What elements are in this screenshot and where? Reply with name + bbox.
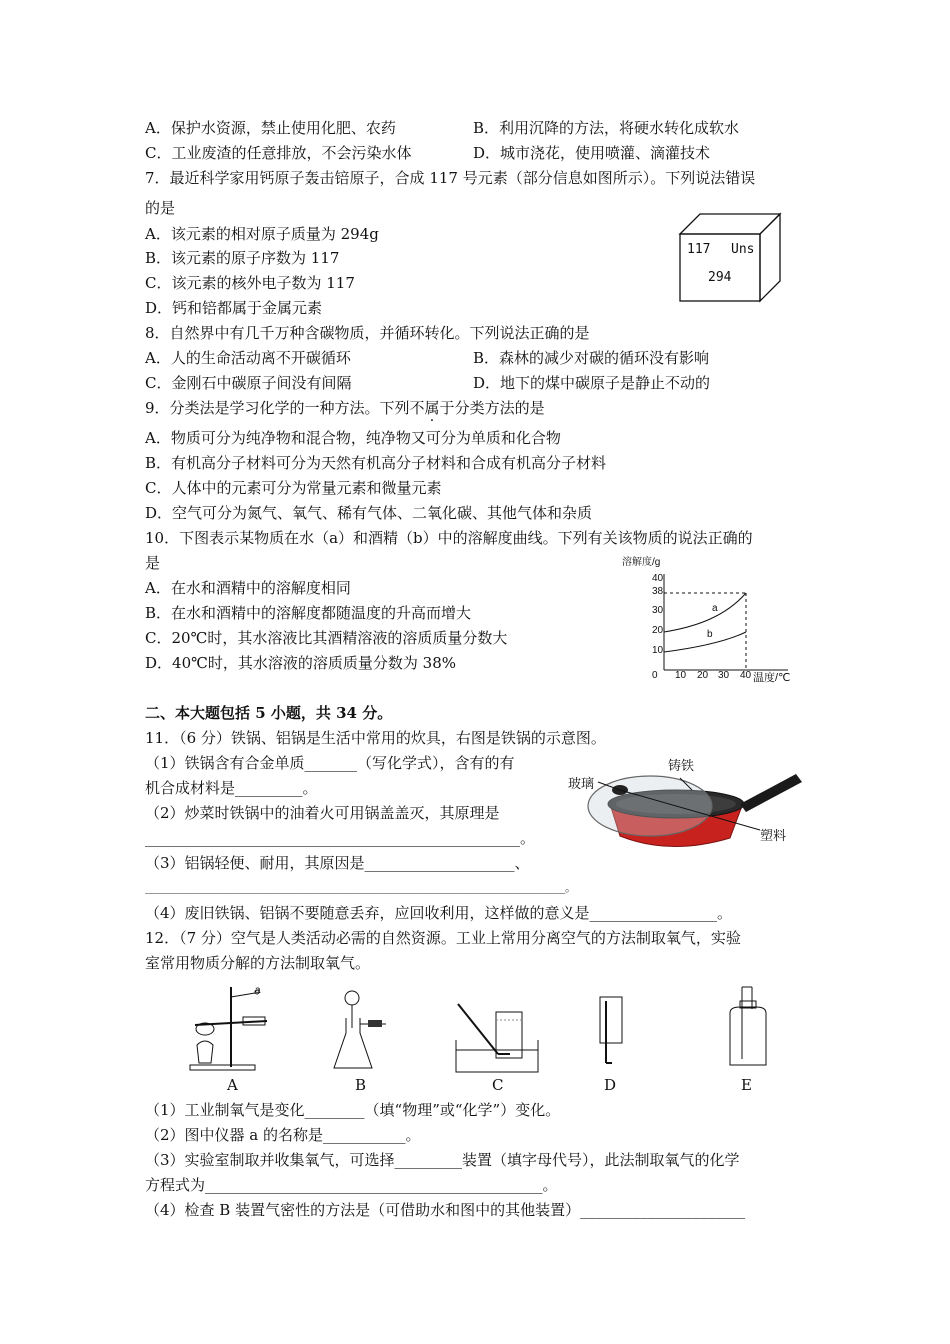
- graph-x-tick-20: 20: [697, 670, 709, 681]
- solubility-graph: [620, 552, 805, 687]
- q6-option-a: A．保护水资源，禁止使用化肥、农药: [145, 119, 396, 137]
- q10-stem: 10．下图表示某物质在水（a）和酒精（b）中的溶解度曲线。下列有关该物质的说法正确的: [145, 529, 753, 547]
- q12-part3: （3）实验室制取并收集氧气，可选择_________装置（填字母代号），此法制取氧气的化学: [145, 1151, 740, 1169]
- q11-stem: 11．（6 分）铁锅、铝锅是生活中常用的炊具，右图是铁锅的示意图。: [145, 729, 606, 747]
- q9-stem-emphasis: 不属于: [409, 399, 455, 417]
- q12-part2: （2）图中仪器 a 的名称是___________。: [145, 1126, 421, 1144]
- q8-option-d: D．地下的煤中碳原子是静止不动的: [473, 374, 711, 392]
- q12-stem: 12．（7 分）空气是人类活动必需的自然资源。工业上常用分离空气的方法制取氧气，实验: [145, 929, 741, 947]
- q10-option-a: A．在水和酒精中的溶解度相同: [145, 579, 351, 597]
- q11-part2-blank: __________________________________________________。: [145, 829, 536, 847]
- q7-option-d: D．钙和锫都属于金属元素: [145, 299, 323, 317]
- frying-pan-figure: [560, 760, 810, 860]
- q7-option-a: A．该元素的相对原子质量为 294g: [145, 225, 379, 243]
- q9-stem-part1: 9．分类法是学习化学的一种方法。下列: [145, 399, 410, 417]
- q12-stem-cont: 室常用物质分解的方法制取氧气。: [145, 954, 371, 972]
- q8-option-b: B．森林的减少对碳的循环没有影响: [473, 349, 710, 367]
- graph-y-label: 溶解度/g: [622, 557, 661, 568]
- q9-option-d: D．空气可分为氮气、氧气、稀有气体、二氧化碳、其他气体和杂质: [145, 504, 593, 522]
- graph-y-tick-38: 38: [652, 586, 664, 597]
- q9-stem: [145, 398, 545, 418]
- q11-part1: （1）铁锅含有合金单质_______（写化学式），含有的有: [145, 754, 515, 772]
- apparatus-e-figure: [722, 985, 772, 1073]
- apparatus-label-a: A: [227, 1076, 238, 1094]
- label-plastic: 塑料: [760, 828, 787, 843]
- q8-option-c: C．金刚石中碳原子间没有间隔: [145, 374, 352, 392]
- graph-y-tick-30: 30: [652, 605, 664, 616]
- element-mass: 294: [708, 270, 732, 285]
- q8-option-a: A．人的生命活动离不开碳循环: [145, 349, 351, 367]
- curve-b-label: b: [707, 629, 713, 640]
- graph-y-tick-20: 20: [652, 625, 664, 636]
- q7-option-b: B．该元素的原子序数为 117: [145, 249, 340, 267]
- q6-option-d: D．城市浇花，使用喷灌、滴灌技术: [473, 144, 711, 162]
- q11-part2: （2）炒菜时铁锅中的油着火可用锅盖盖灭，其原理是: [145, 804, 500, 822]
- q10-option-d: D．40℃时，其水溶液的溶质质量分数为 38%: [145, 654, 457, 672]
- graph-x-tick-0: 0: [652, 670, 658, 681]
- curve-a-label: a: [712, 603, 718, 614]
- apparatus-a-figure: [185, 985, 270, 1075]
- q11-part3-blank: ____________________________________________________________________________________。: [145, 881, 576, 894]
- graph-x-tick-40: 40: [740, 670, 752, 681]
- apparatus-a-marker: a: [255, 985, 261, 996]
- graph-y-tick-10: 10: [652, 645, 664, 656]
- q12-part1: （1）工业制氧气是变化________（填“物理”或“化学”）变化。: [145, 1101, 561, 1119]
- q11-part4: （4）废旧铁锅、铝锅不要随意丢弃，应回收利用，这样做的意义是_________________。: [145, 904, 733, 922]
- q10-option-b: B．在水和酒精中的溶解度都随温度的升高而增大: [145, 604, 472, 622]
- q8-stem: 8．自然界中有几千万种含碳物质，并循环转化。下列说法正确的是: [145, 324, 590, 342]
- apparatus-c-figure: [450, 1000, 542, 1076]
- label-cast-iron: 铸铁: [668, 758, 695, 773]
- graph-y-tick-40: 40: [652, 573, 664, 584]
- apparatus-label-c: C: [492, 1076, 504, 1094]
- q9-stem-part3: 分类方法的是: [454, 399, 545, 417]
- q12-part4: （4）检查 B 装置气密性的方法是（可借助水和图中的其他装置）______________________: [145, 1201, 746, 1219]
- q7-stem: 7．最近科学家用钙原子轰击锫原子，合成 117 号元素（部分信息如图所示）。下列说法错误: [145, 169, 756, 187]
- apparatus-label-e: E: [741, 1076, 752, 1094]
- graph-x-label: 温度/℃: [753, 672, 791, 684]
- apparatus-label-d: D: [604, 1076, 617, 1094]
- apparatus-b-figure: [330, 988, 390, 1076]
- q11-part1-cont: 机合成材料是_________。: [145, 779, 318, 797]
- q9-option-a: A．物质可分为纯净物和混合物，纯净物又可分为单质和化合物: [145, 429, 561, 447]
- apparatus-label-b: B: [355, 1076, 367, 1094]
- q6-option-c: C．工业废渣的任意排放，不会污染水体: [145, 144, 412, 162]
- q7-option-c: C．该元素的核外电子数为 117: [145, 274, 355, 292]
- q10-stem-cont: 是: [145, 554, 161, 572]
- q9-option-b: B．有机高分子材料可分为天然有机高分子材料和合成有机高分子材料: [145, 454, 607, 472]
- q9-option-c: C．人体中的元素可分为常量元素和微量元素: [145, 479, 442, 497]
- q10-option-c: C．20℃时，其水溶液比其酒精溶液的溶质质量分数大: [145, 629, 508, 647]
- q11-part3: （3）铝锅轻便、耐用，其原因是____________________、: [145, 854, 530, 872]
- curve-b-line: [664, 632, 746, 652]
- graph-x-tick-30: 30: [718, 670, 730, 681]
- q6-option-b: B．利用沉降的方法，将硬水转化成软水: [473, 119, 740, 137]
- element-atomic-number: 117: [687, 242, 711, 257]
- label-glass: 玻璃: [568, 776, 595, 791]
- q12-part3-cont: 方程式为_____________________________________________。: [145, 1176, 558, 1194]
- section-2-heading: 二、本大题包括 5 小题，共 34 分。: [145, 704, 393, 722]
- graph-x-tick-10: 10: [675, 670, 687, 681]
- curve-a-line: [664, 593, 746, 632]
- q7-stem-cont: 的是: [145, 199, 176, 217]
- element-symbol: Uns: [731, 242, 755, 257]
- apparatus-d-figure: [590, 993, 630, 1073]
